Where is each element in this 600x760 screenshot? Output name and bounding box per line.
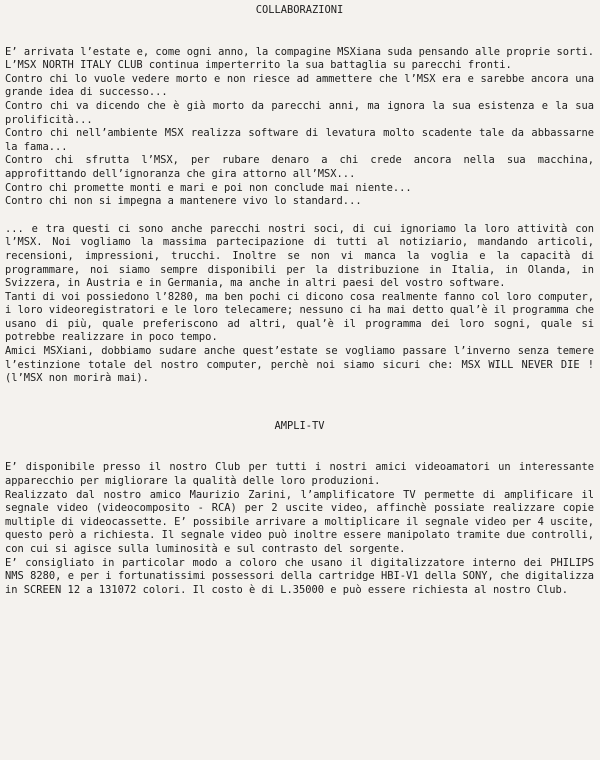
paragraph-contro-4: Contro chi sfrutta l’MSX, per rubare denaro a chi crede ancora nella sua macchina, approfittando dell’ignoranza che gira attorno all’MSX... [5,154,594,180]
section-title-collaborazioni: COLLABORAZIONI [255,4,344,16]
paragraph-contro-6: Contro chi non si impegna a mantenere vivo lo standard... [5,195,362,208]
paragraph-soci: ... e tra questi ci sono anche parecchi nostri soci, di cui ignoriamo la loro attività con l’MSX. Noi vogliamo la massima partecipazione di tutti al notiziario, mandando articoli, recensioni, impressioni, trucchi. Inoltre se non vi manca la voglia e la capacità di programmare, noi siamo sempre disponibili per la distribuzione in Italia, in Olanda, in Svizzera, in Austria e in Germania, ma anche in altri paesi del vostro software. [5,222,594,290]
section-title-ampli-tv: AMPLI-TV [274,419,325,432]
paragraph-contro-5: Contro chi promette monti e mari e poi non conclude mai niente... [5,181,412,194]
paragraph-contro-1: Contro chi lo vuole vedere morto e non riesce ad ammettere che l’MSX era e sarebbe ancora una grande idea di successo... [5,72,594,99]
paragraph-8280: Tanti di voi possiedono l’8280, ma ben pochi ci dicono cosa realmente fanno col loro computer, i loro videoregistratori e le loro telecamere; nessuno ci ha mai detto qual’è il programma che usano di più, quale preferiscono ad altri, qual’è il programma dei loro sogni, quale si potrebbe realizzare in poco tempo. [5,290,594,344]
paragraph-amici: Amici MSXiani, dobbiamo sudare anche quest’estate se vogliamo passare l’inverno senza temere l’estinzione totale del nostro computer, perchè noi siamo sicuri che: MSX WILL NEVER DIE ! (l’MSX non morirà mai). [5,345,594,385]
paragraph-intro: E’ arrivata l’estate e, come ogni anno, la compagine MSXiana suda pensando alle proprie sorti. L’MSX NORTH ITALY CLUB continua imperterrito la sua battaglia su parecchi fronti. [5,45,594,72]
paragraph-disponibile: E’ disponibile presso il nostro Club per tutti i nostri amici videoamatori un interessante apparecchio per migliorare la qualità delle loro produzioni. [5,461,594,488]
paragraph-consigliato: E’ consigliato in particolar modo a coloro che usano il digitalizzatore interno dei PHILIPS NMS 8280, e per i fortunatissimi possessori della cartridge HBI-V1 della SONY, che digitalizza in SCREEN 12 a 131072 colori. Il costo è di L.35000 e può essere richiesta al nostro Club. [5,556,594,596]
paragraph-contro-3: Contro chi nell’ambiente MSX realizza software di levatura molto scadente tale da abbassarne la fama... [5,127,594,153]
paragraph-contro-2: Contro chi va dicendo che è già morto da parecchi anni, ma ignora la sua esistenza e la sua prolificità... [5,99,594,126]
paragraph-realizzato: Realizzato dal nostro amico Maurizio Zarini, l’amplificatore TV permette di amplificare il segnale video (videocomposito - RCA) per 2 uscite video, affinchè possiate realizzare copie multiple di videocassette. E’ possibile arrivare a moltiplicare il segnale video per 4 uscite, questo però a richiesta. Il segnale video può inoltre essere manipolato tramite due controlli, con cui si agisce sulla luminosità e sul contrasto del sorgente. [5,488,594,555]
